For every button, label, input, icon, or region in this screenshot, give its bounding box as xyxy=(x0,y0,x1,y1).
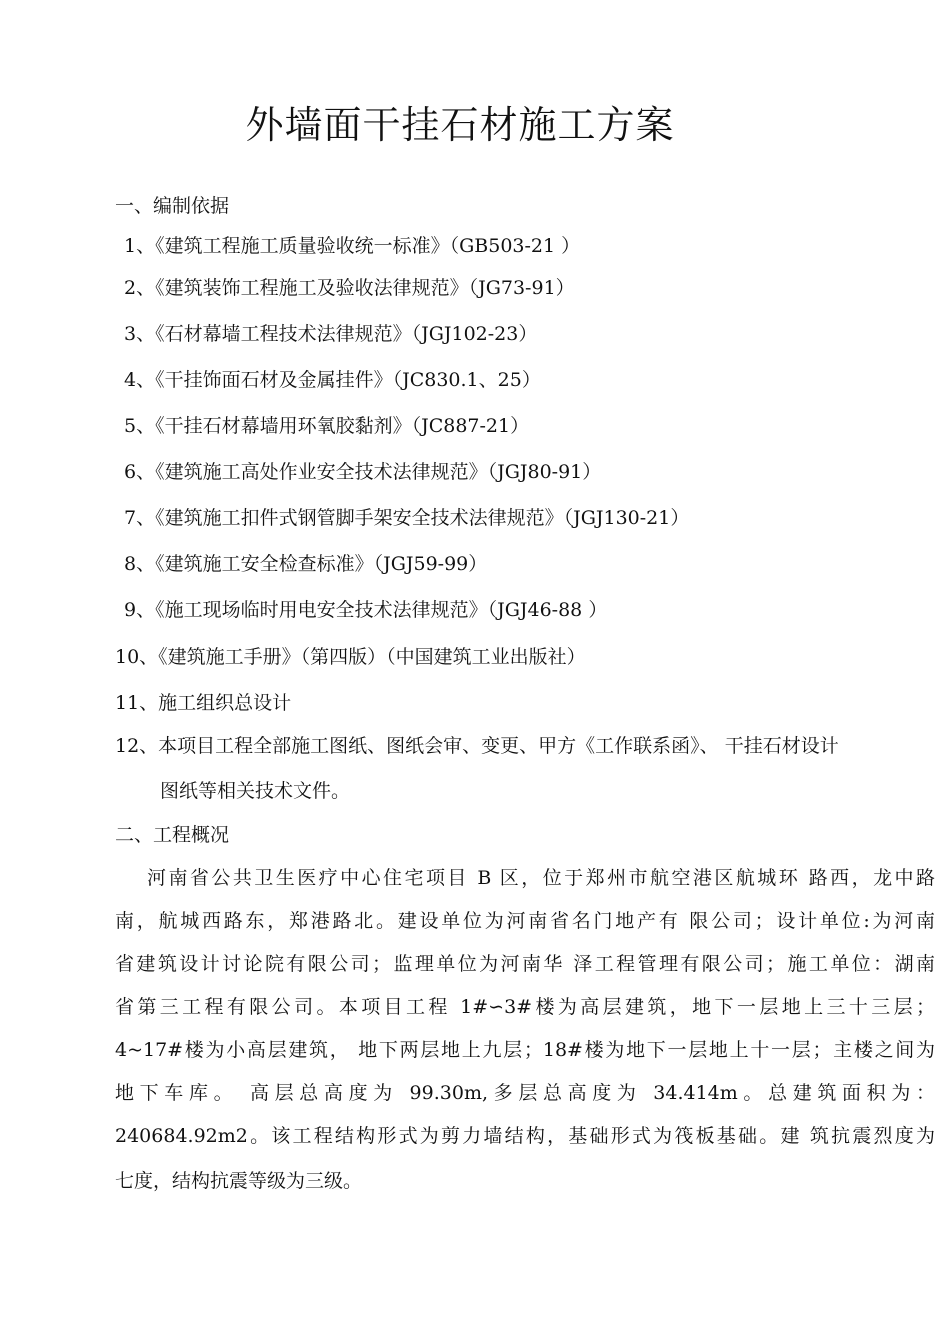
section-heading-basis: 一、编制依据 xyxy=(115,195,230,217)
reference-item: 1、《建筑工程施工质量验收统一标准》（GB503-21 ） xyxy=(124,235,581,257)
overview-paragraph-line: 省建筑设计讨论院有限公司；监理单位为河南华 泽工程管理有限公司；施工单位：湖南 xyxy=(115,953,935,975)
overview-paragraph-line: 河南省公共卫生医疗中心住宅项目 B 区，位于郑州市航空港区航城环 路西，龙中路 xyxy=(147,867,935,889)
overview-paragraph-line: 4~17#楼为小高层建筑， 地下两层地上九层；18#楼为地下一层地上十一层；主楼之间为 xyxy=(115,1039,935,1061)
overview-paragraph-line: 240684.92m2。该工程结构形式为剪力墙结构，基础形式为筏板基础。建 筑抗震烈度为 xyxy=(115,1125,935,1147)
reference-item-continuation: 图纸等相关技术文件。 xyxy=(160,780,351,802)
reference-item: 9、《施工现场临时用电安全技术法律规范》（JGJ46-88 ） xyxy=(124,599,608,621)
overview-paragraph-line: 南，航城西路东，郑港路北。建设单位为河南省名门地产有 限公司；设计单位:为河南 xyxy=(115,910,935,932)
overview-paragraph-line: 七度，结构抗震等级为三级。 xyxy=(115,1170,363,1192)
reference-item: 12、本项目工程全部施工图纸、图纸会审、变更、甲方《工作联系函》、 干挂石材设计 xyxy=(115,735,839,757)
reference-item: 4、《干挂饰面石材及金属挂件》（JC830.1、25） xyxy=(124,369,541,391)
reference-item: 10、《建筑施工手册》（第四版）（中国建筑工业出版社） xyxy=(115,646,586,668)
section-heading-overview: 二、工程概况 xyxy=(115,824,230,846)
reference-item: 5、《干挂石材幕墙用环氧胶黏剂》（JC887-21） xyxy=(124,415,530,437)
overview-paragraph-line: 地下车库。 高层总高度为 99.30m,多层总高度为 34.414m。总建筑面积为： xyxy=(115,1082,935,1104)
reference-item: 8、《建筑施工安全检查标准》（JGJ59-99） xyxy=(124,553,488,575)
reference-item: 6、《建筑施工高处作业安全技术法律规范》（JGJ80-91） xyxy=(124,461,602,483)
reference-item: 3、《石材幕墙工程技术法律规范》（JGJ102-23） xyxy=(124,323,538,345)
overview-paragraph-line: 省第三工程有限公司。本项目工程 1#∽3#楼为高层建筑，地下一层地上三十三层； xyxy=(115,996,935,1018)
document-title: 外墙面干挂石材施工方案 xyxy=(245,103,675,147)
reference-item: 11、施工组织总设计 xyxy=(115,692,292,714)
reference-item: 7、《建筑施工扣件式钢管脚手架安全技术法律规范》（JGJ130-21） xyxy=(124,507,690,529)
reference-item: 2、《建筑装饰工程施工及验收法律规范》（JG73-91） xyxy=(124,277,575,299)
